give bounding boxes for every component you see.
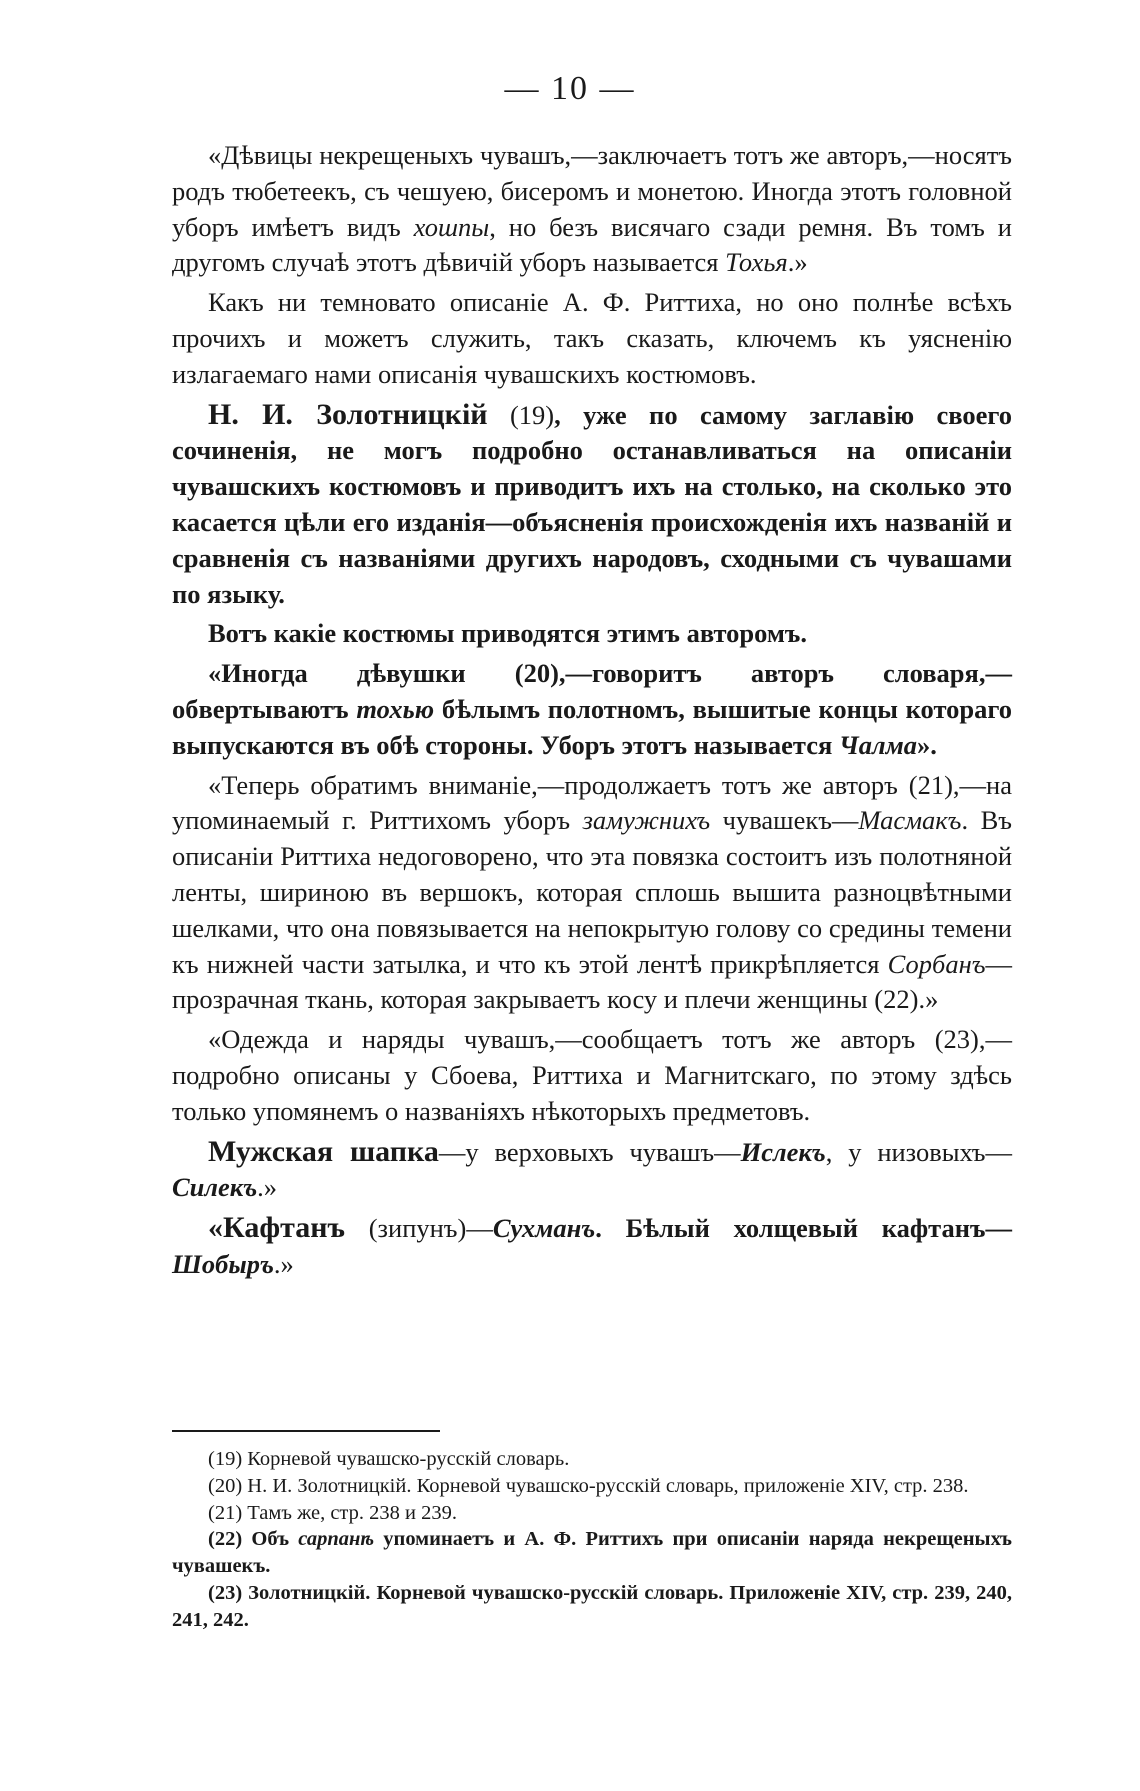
main-text <box>172 138 1012 1283</box>
paragraph-4: Вотъ какіе костюмы приводятся этимъ авторомъ. <box>208 618 808 649</box>
paragraph-8: Мужская шапка—у верховыхъ чувашъ—Ислекъ, у низовыхъ—Силекъ.» <box>172 1134 1013 1203</box>
footnotes <box>172 1446 1012 1634</box>
term-silek: Силекъ <box>172 1172 258 1203</box>
paragraph-6: «Теперь обратимъ вниманіе,—продолжаетъ тотъ же авторъ (21),—на упоминаемый г. Риттихомъ уборъ замужнихъ чувашекъ—Масмакъ. Въ описаніи Риттиха недоговорено, что эта повязка состоитъ изъ полотняной ленты, шириною въ вершокъ, которая сплошь вышита разноцвѣтными шелками, что она повязывается на непокрытую голову со средины темени къ нижней части затылка, и что къ этой лентѣ прикрѣпляется Сорбанъ—прозрачная ткань, которая закрываетъ косу и плечи женщины (22).» <box>172 769 1012 1015</box>
paragraph-5: «Иногда дѣвушки (20),—говоритъ авторъ словаря,—обвертываютъ тохью бѣлымъ полотномъ, вышитые концы котораго выпускаются въ обѣ стороны. Уборъ этотъ называется Чалма». <box>172 658 1012 760</box>
term-zamuzhnih: замужнихъ <box>582 805 711 836</box>
footnote-21: (21) Тамъ же, стр. 238 и 239. <box>208 1501 457 1524</box>
paragraph-7: «Одежда и наряды чувашъ,—сообщаетъ тотъ же авторъ (23),—подробно описаны у Сбоева, Риттиха и Магнитскаго, по этому здѣсь только упомянемъ о названіяхъ нѣкоторыхъ предметовъ. <box>172 1024 1012 1126</box>
term-sorban: Сорбанъ <box>887 948 986 979</box>
footnote-22: (22) Объ сарпанѣ упоминаетъ и А. Ф. Риттихъ при описаніи наряда некрещеныхъ чувашекъ. <box>172 1528 1012 1578</box>
footnote-19: (19) Корневой чувашско-русскій словарь. <box>208 1448 570 1470</box>
term-islek: Ислекъ <box>740 1136 826 1167</box>
paragraph-3: Н. И. Золотницкій (19), уже по самому заглавію своего сочиненія, не могъ подробно останавливаться на описаніи чувашскихъ костюмовъ и приводитъ ихъ на столько, на сколько это касается цѣли его изданія—объясненія происхожденія ихъ названій и сравненія съ названіями другихъ народовъ, сходными съ чувашами по языку. <box>172 397 1012 609</box>
page-number: — 10 — <box>504 70 636 107</box>
term-chalma: Чалма <box>838 729 918 760</box>
paragraph-1: «Дѣвицы некрещеныхъ чувашъ,—заключаетъ тотъ же авторъ,—носятъ родъ тюбетеекъ, съ чешуею, бисеромъ и монетою. Иногда этотъ головной уборъ имѣетъ видъ хошпы, но безъ висячаго сзади ремня. Въ томъ и другомъ случаѣ этотъ дѣвичій уборъ называется Тохья.» <box>172 140 1012 278</box>
term-shobyr: Шобыръ <box>172 1248 274 1279</box>
paragraph-2: Какъ ни темновато описаніе А. Ф. Риттиха, но оно полнѣе всѣхъ прочихъ и можетъ служить, такъ сказать, ключемъ къ уясненію излагаемаго нами описанія чувашскихъ костюмовъ. <box>172 287 1012 389</box>
term-tohya: Тохья <box>725 247 788 278</box>
paragraph-9: «Кафтанъ (зипунъ)—Сухманъ. Бѣлый холщевый кафтанъ—Шобыръ.» <box>172 1211 1012 1279</box>
term-suhman: Сухманъ <box>492 1213 596 1244</box>
term-hoshpy: хошпы <box>413 211 490 242</box>
term-tohyu: тохью <box>356 693 435 724</box>
footnote-23: (23) Золотницкій. Корневой чувашско-русскій словарь. Приложеніе XIV, стр. 239, 240, 241, 242. <box>172 1581 1012 1631</box>
footnote-ref-19: (19) <box>509 399 555 430</box>
author-name: Н. И. Золотницкій <box>208 397 488 431</box>
footnote-separator <box>172 1430 440 1432</box>
footnote-20: (20) Н. И. Золотницкій. Корневой чувашско-русскій словарь, приложеніе XIV, стр. 238. <box>208 1474 969 1497</box>
term-masmak: Масмакъ <box>858 805 962 836</box>
